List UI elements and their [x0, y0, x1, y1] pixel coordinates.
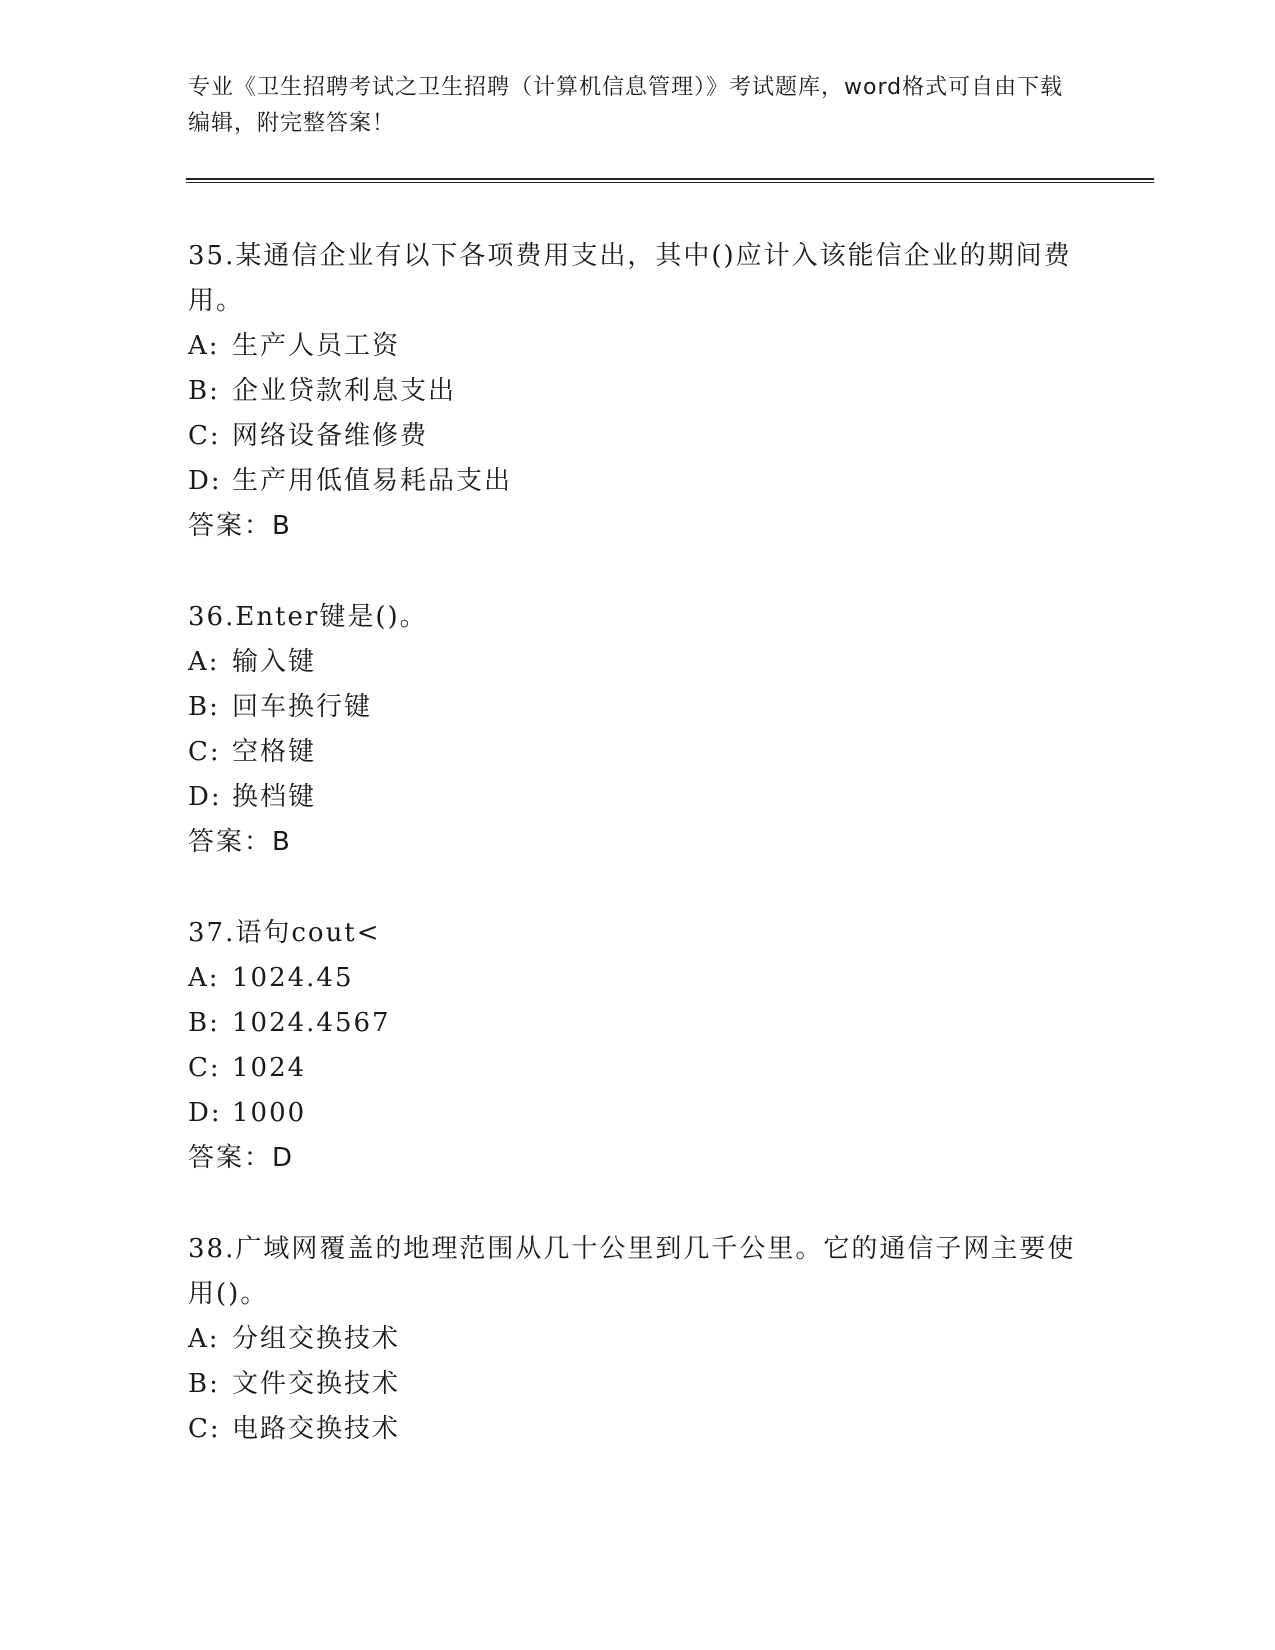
question-37 — [188, 911, 1088, 1181]
option-c — [188, 1407, 1088, 1452]
option-a — [188, 1317, 1088, 1362]
answer-line: 答案：B — [188, 827, 292, 857]
option-text: 电路交换技术 — [232, 1414, 401, 1444]
option-key: B: — [188, 376, 220, 406]
question-list — [188, 234, 1088, 1452]
option-d — [188, 775, 1088, 820]
question-stem: 35.某通信企业有以下各项费用支出，其中()应计入该能信企业的期间费用。 — [188, 241, 1072, 316]
option-b — [188, 1362, 1088, 1407]
question-35 — [188, 234, 1088, 549]
option-key: A: — [188, 1324, 220, 1354]
option-key: C: — [188, 421, 221, 451]
option-d — [188, 459, 1088, 504]
option-b — [188, 685, 1088, 730]
option-c — [188, 1046, 1088, 1091]
answer-line: 答案：D — [188, 1143, 295, 1173]
answer-line: 答案：B — [188, 511, 292, 541]
option-c — [188, 414, 1088, 459]
option-text: 分组交换技术 — [232, 1324, 401, 1354]
option-text: 生产人员工资 — [232, 331, 401, 361]
option-key: D: — [188, 782, 222, 812]
option-text: 1024 — [232, 1053, 307, 1083]
option-a — [188, 640, 1088, 685]
option-b — [188, 1001, 1088, 1046]
option-text: 1000 — [232, 1098, 307, 1128]
option-text: 换档键 — [232, 782, 317, 812]
option-key: B: — [188, 692, 220, 722]
question-stem: 37.语句cout< — [188, 918, 381, 948]
option-c — [188, 730, 1088, 775]
option-d — [188, 1091, 1088, 1136]
option-a — [188, 956, 1088, 1001]
option-key: C: — [188, 737, 221, 767]
option-text: 文件交换技术 — [232, 1369, 401, 1399]
option-text: 生产用低值易耗品支出 — [232, 466, 513, 496]
option-text: 1024.4567 — [232, 1008, 391, 1038]
option-b — [188, 369, 1088, 414]
option-key: D: — [188, 466, 222, 496]
option-key: A: — [188, 647, 220, 677]
option-key: A: — [188, 963, 220, 993]
option-key: D: — [188, 1098, 222, 1128]
option-key: B: — [188, 1008, 220, 1038]
document-header-text: 专业《卫生招聘考试之卫生招聘（计算机信息管理）》考试题库，word格式可自由下载编辑，附完整答案！ — [188, 75, 1064, 136]
option-text: 1024.45 — [232, 963, 354, 993]
question-38 — [188, 1227, 1088, 1452]
option-key: C: — [188, 1053, 221, 1083]
option-key: C: — [188, 1414, 221, 1444]
question-36 — [188, 595, 1088, 865]
option-text: 回车换行键 — [232, 692, 373, 722]
header-divider — [186, 178, 1154, 183]
option-text: 空格键 — [232, 737, 317, 767]
option-key: A: — [188, 331, 220, 361]
option-text: 输入键 — [232, 647, 317, 677]
option-text: 企业贷款利息支出 — [232, 376, 457, 406]
option-key: B: — [188, 1369, 220, 1399]
option-a — [188, 324, 1088, 369]
question-stem: 38.广域网覆盖的地理范围从几十公里到几千公里。它的通信子网主要使用()。 — [188, 1234, 1076, 1309]
option-text: 网络设备维修费 — [232, 421, 429, 451]
question-stem: 36.Enter键是()。 — [188, 602, 428, 632]
